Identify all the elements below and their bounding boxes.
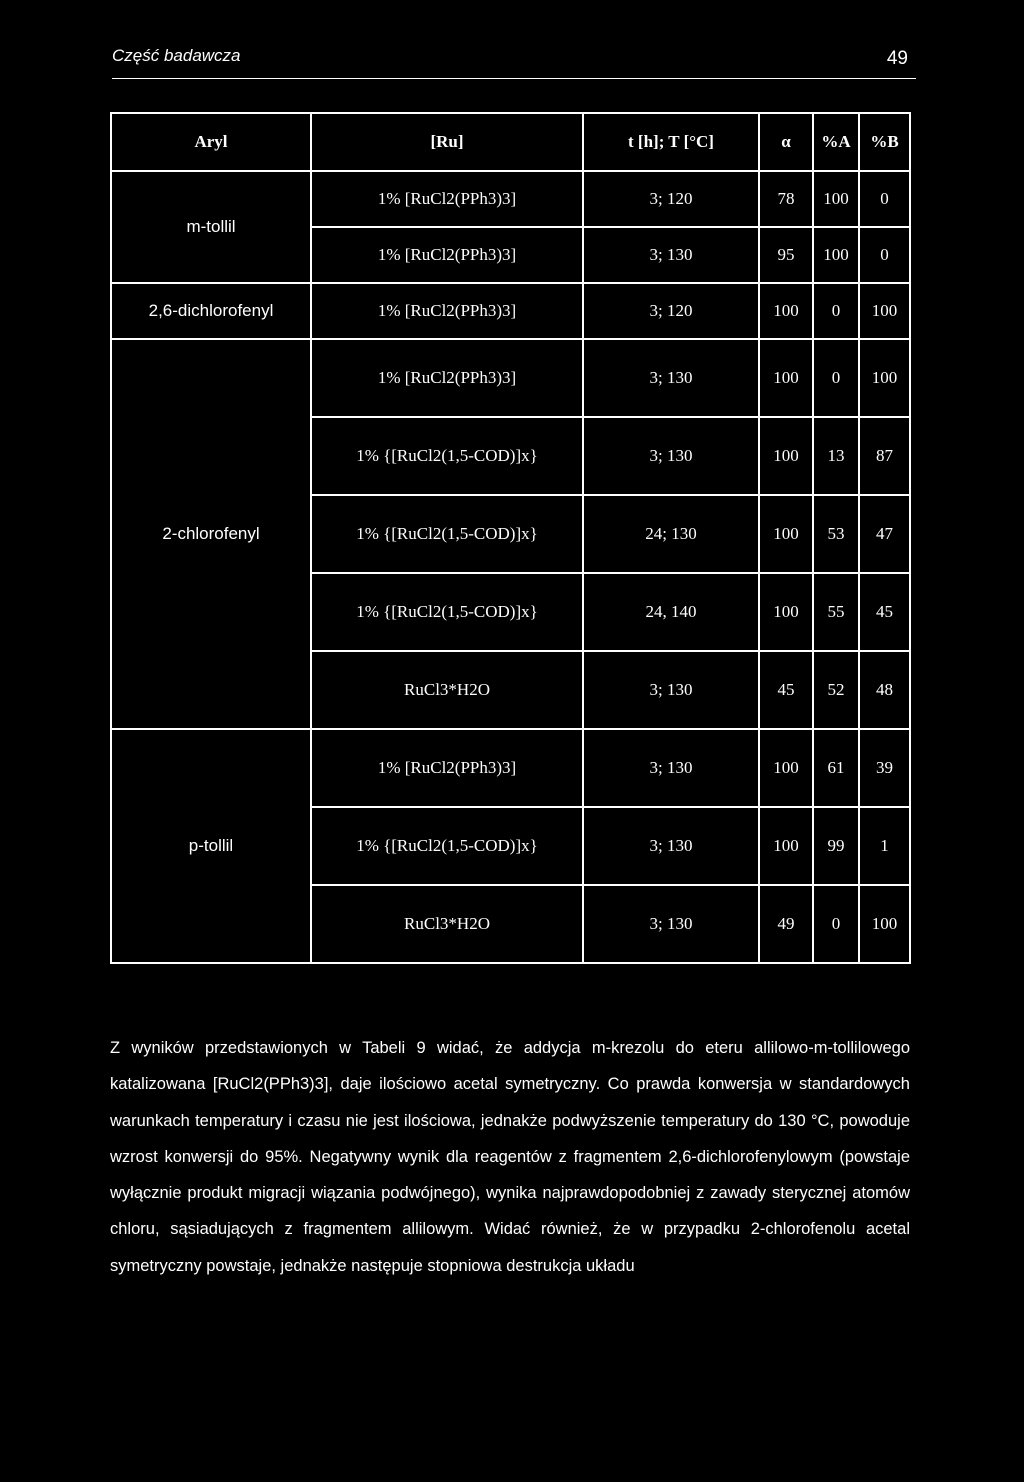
pct-b-cell: 0 <box>859 227 910 283</box>
catalyst-cell: RuCl3*H2O <box>311 885 583 963</box>
header-alpha: α <box>759 113 813 171</box>
header-ru: [Ru] <box>311 113 583 171</box>
paragraph: Z wyników przedstawionych w Tabeli 9 widać, że addycja m-krezolu do eteru allilowo-m-tollilowego katalizowana [RuCl2(PPh3)3], daje ilościowo acetal symetryczny. Co prawda konwersja w standardowych warunkach temperatury i czasu nie jest ilościowa, jednakże podwyższenie temperatury do 130 °C, powoduje wzrost konwersji do 95%. Negatywny wynik dla reagentów z fragmentem 2,6-dichlorofenylowym (powstaje wyłącznie produkt migracji wiązania podwójnego), wynika najprawdopodobniej z zawady sterycznej atomów chloru, sąsiadujących z fragmentem allilowym. Widać również, że w przypadku 2-chlorofenolu acetal symetryczny powstaje, jednakże następuje stopniowa destrukcja układu <box>110 1039 910 1275</box>
page-number: 49 <box>886 48 908 69</box>
catalyst-cell: 1% {[RuCl2(1,5-COD)]x} <box>311 573 583 651</box>
pct-a-cell: 53 <box>813 495 859 573</box>
catalyst-cell: 1% [RuCl2(PPh3)3] <box>311 339 583 417</box>
catalyst-cell: 1% [RuCl2(PPh3)3] <box>311 227 583 283</box>
alpha-cell: 100 <box>759 417 813 495</box>
header-pct-a: %A <box>813 113 859 171</box>
pct-a-cell: 100 <box>813 171 859 227</box>
alpha-cell: 78 <box>759 171 813 227</box>
time-temp-cell: 3; 120 <box>583 171 759 227</box>
pct-b-cell: 87 <box>859 417 910 495</box>
catalyst-cell: 1% [RuCl2(PPh3)3] <box>311 283 583 339</box>
aryl-cell: 2,6-dichlorofenyl <box>111 283 311 339</box>
catalyst-cell: 1% [RuCl2(PPh3)3] <box>311 729 583 807</box>
page-header <box>112 46 916 79</box>
aryl-cell: m-tollil <box>111 171 311 283</box>
alpha-cell: 100 <box>759 729 813 807</box>
time-temp-cell: 3; 130 <box>583 651 759 729</box>
aryl-cell: 2-chlorofenyl <box>111 339 311 729</box>
table-row <box>111 171 910 227</box>
time-temp-cell: 3; 130 <box>583 417 759 495</box>
pct-b-cell: 39 <box>859 729 910 807</box>
header-pct-b: %B <box>859 113 910 171</box>
pct-b-cell: 47 <box>859 495 910 573</box>
catalyst-cell: 1% [RuCl2(PPh3)3] <box>311 171 583 227</box>
time-temp-cell: 3; 130 <box>583 807 759 885</box>
pct-a-cell: 100 <box>813 227 859 283</box>
pct-b-cell: 0 <box>859 171 910 227</box>
time-temp-cell: 3; 130 <box>583 885 759 963</box>
alpha-cell: 100 <box>759 495 813 573</box>
body-text <box>110 1030 910 1284</box>
alpha-cell: 100 <box>759 573 813 651</box>
alpha-cell: 45 <box>759 651 813 729</box>
time-temp-cell: 24, 140 <box>583 573 759 651</box>
table-header-row <box>111 113 910 171</box>
header-aryl: Aryl <box>111 113 311 171</box>
alpha-cell: 95 <box>759 227 813 283</box>
pct-a-cell: 13 <box>813 417 859 495</box>
pct-b-cell: 100 <box>859 339 910 417</box>
alpha-cell: 49 <box>759 885 813 963</box>
section-title: Część badawcza <box>112 46 241 65</box>
pct-a-cell: 52 <box>813 651 859 729</box>
time-temp-cell: 3; 130 <box>583 227 759 283</box>
alpha-cell: 100 <box>759 283 813 339</box>
time-temp-cell: 24; 130 <box>583 495 759 573</box>
time-temp-cell: 3; 130 <box>583 339 759 417</box>
alpha-cell: 100 <box>759 807 813 885</box>
aryl-cell: p-tollil <box>111 729 311 963</box>
catalyst-cell: RuCl3*H2O <box>311 651 583 729</box>
catalyst-cell: 1% {[RuCl2(1,5-COD)]x} <box>311 417 583 495</box>
pct-a-cell: 0 <box>813 283 859 339</box>
pct-a-cell: 99 <box>813 807 859 885</box>
table-row <box>111 283 910 339</box>
pct-b-cell: 48 <box>859 651 910 729</box>
results-table <box>110 112 911 964</box>
pct-b-cell: 100 <box>859 283 910 339</box>
catalyst-cell: 1% {[RuCl2(1,5-COD)]x} <box>311 807 583 885</box>
pct-a-cell: 55 <box>813 573 859 651</box>
pct-a-cell: 0 <box>813 885 859 963</box>
pct-b-cell: 100 <box>859 885 910 963</box>
table-row <box>111 339 910 417</box>
header-time-temp: t [h]; T [°C] <box>583 113 759 171</box>
table-row <box>111 729 910 807</box>
pct-b-cell: 1 <box>859 807 910 885</box>
time-temp-cell: 3; 130 <box>583 729 759 807</box>
pct-a-cell: 0 <box>813 339 859 417</box>
time-temp-cell: 3; 120 <box>583 283 759 339</box>
pct-a-cell: 61 <box>813 729 859 807</box>
catalyst-cell: 1% {[RuCl2(1,5-COD)]x} <box>311 495 583 573</box>
alpha-cell: 100 <box>759 339 813 417</box>
pct-b-cell: 45 <box>859 573 910 651</box>
